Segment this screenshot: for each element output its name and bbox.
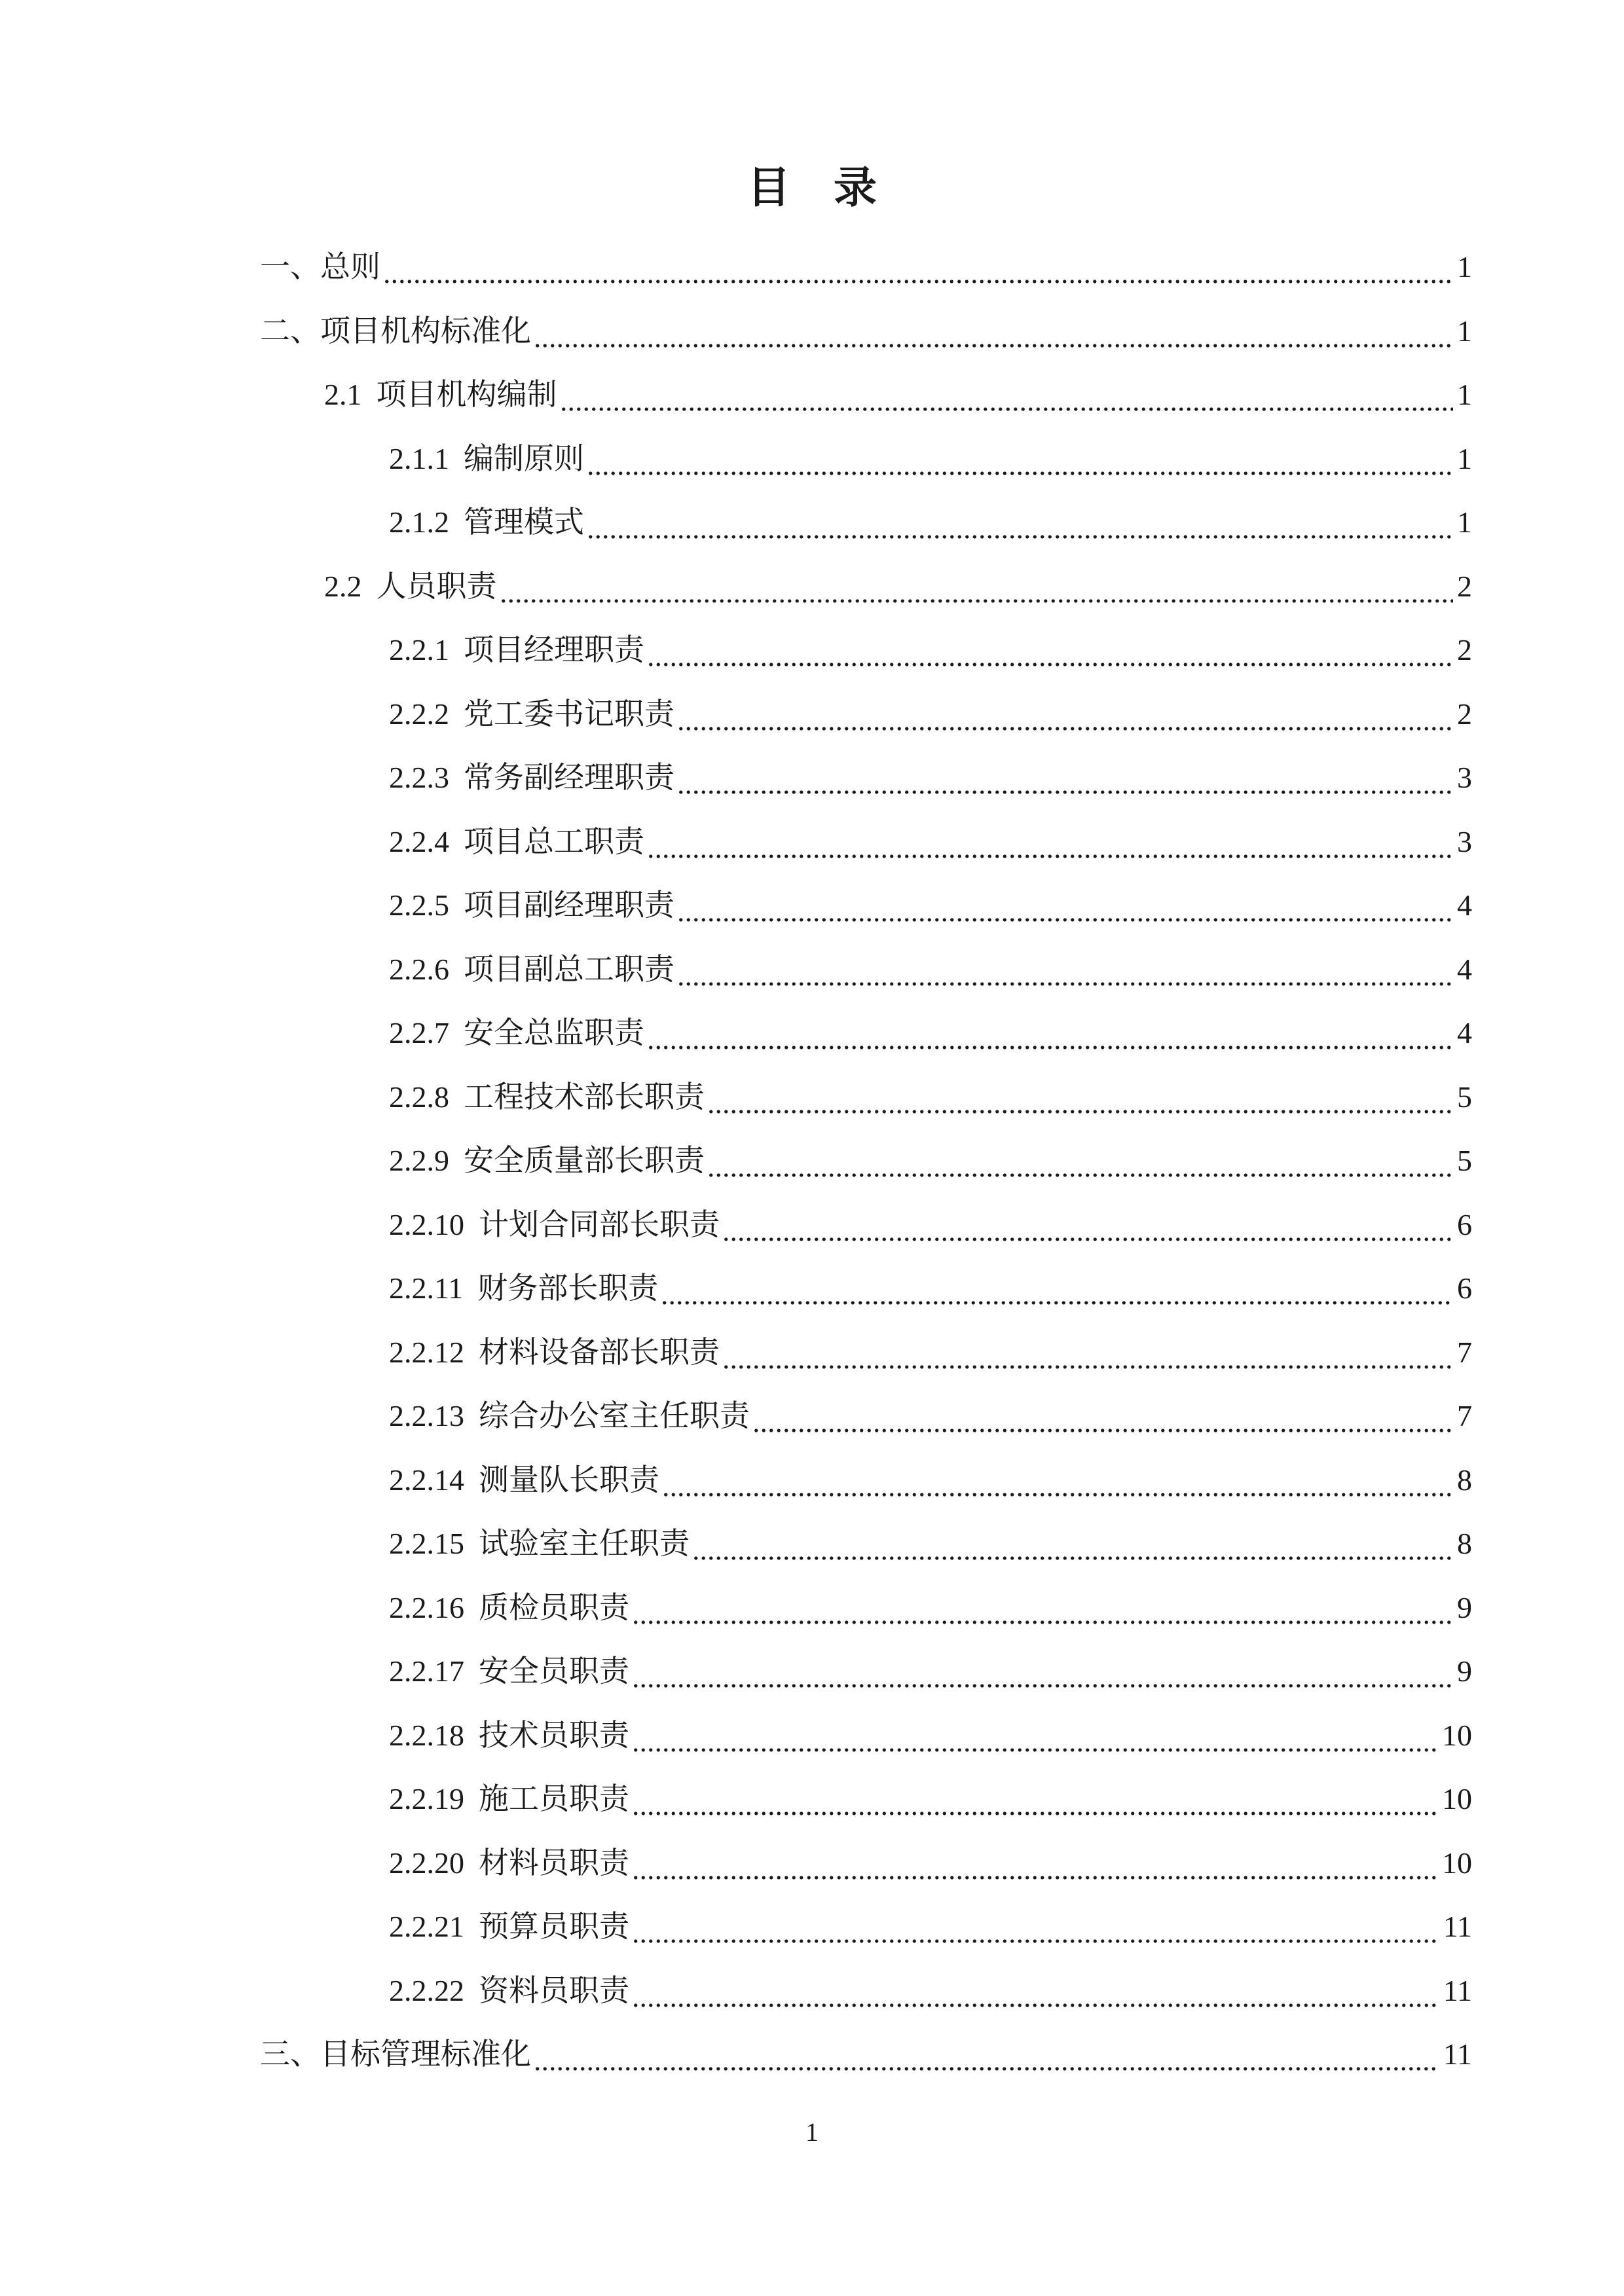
toc-entry-title: 计划合同部长职责 bbox=[479, 1207, 720, 1241]
toc-entry-page: 11 bbox=[1443, 2037, 1472, 2071]
toc-dot-leader bbox=[752, 1396, 1453, 1436]
toc-entry-number: 2.2.11 bbox=[389, 1271, 464, 1305]
toc-entry-page: 1 bbox=[1457, 441, 1472, 475]
toc-entry-page: 3 bbox=[1457, 761, 1472, 794]
toc-entry-page: 4 bbox=[1457, 1016, 1472, 1049]
toc-entry-title: 项目机构编制 bbox=[376, 378, 557, 411]
toc-entry[interactable] bbox=[389, 1070, 1472, 1117]
toc-entry-page: 4 bbox=[1457, 952, 1472, 986]
toc-entry[interactable] bbox=[389, 1516, 1472, 1563]
toc-dot-leader bbox=[587, 503, 1453, 542]
toc-dot-leader bbox=[632, 1971, 1439, 2011]
toc-entry-number: 2.2.2 bbox=[389, 697, 449, 731]
toc-entry-title: 常务副经理职责 bbox=[464, 761, 674, 794]
toc-entry[interactable] bbox=[389, 1708, 1472, 1755]
toc-entry-title: 项目总工职责 bbox=[464, 824, 644, 858]
toc-dot-leader bbox=[677, 695, 1453, 734]
toc-entry-title: 试验室主任职责 bbox=[479, 1527, 690, 1560]
toc-dot-leader bbox=[662, 1461, 1453, 1500]
toc-entry-page: 10 bbox=[1442, 1782, 1472, 1815]
toc-entry-page: 5 bbox=[1457, 1144, 1472, 1177]
toc-dot-leader bbox=[632, 1844, 1438, 1883]
toc-entry-title: 质检员职责 bbox=[479, 1590, 629, 1624]
toc-entry-number: 2.2.4 bbox=[389, 824, 449, 858]
toc-entry-title: 总则 bbox=[320, 250, 380, 283]
toc-entry-number: 2.2.14 bbox=[389, 1463, 464, 1497]
toc-dot-leader bbox=[632, 1779, 1438, 1819]
toc-entry[interactable] bbox=[389, 1644, 1472, 1691]
toc-entry-title: 材料设备部长职责 bbox=[479, 1335, 720, 1369]
toc-entry[interactable] bbox=[389, 1006, 1472, 1053]
toc-entry[interactable] bbox=[324, 367, 1472, 414]
toc-dot-leader bbox=[560, 375, 1454, 414]
page-title: 目 录 bbox=[747, 164, 877, 212]
toc-entry-title: 项目机构标准化 bbox=[320, 314, 531, 348]
toc-entry[interactable] bbox=[389, 942, 1472, 989]
toc-entry-page: 1 bbox=[1457, 250, 1472, 283]
toc-entry[interactable] bbox=[324, 559, 1472, 606]
toc-entry-page: 6 bbox=[1457, 1271, 1472, 1305]
toc-entry-title: 项目经理职责 bbox=[464, 633, 644, 666]
toc-dot-leader bbox=[677, 886, 1453, 925]
toc-entry[interactable] bbox=[389, 687, 1472, 734]
toc-entry[interactable] bbox=[389, 814, 1472, 862]
toc-entry-title: 安全总监职责 bbox=[464, 1016, 644, 1049]
toc-entry[interactable] bbox=[389, 1580, 1472, 1628]
toc-entry-page: 9 bbox=[1457, 1590, 1472, 1624]
toc-entry-number: 2.2.9 bbox=[389, 1144, 449, 1177]
toc-entry-page: 7 bbox=[1457, 1335, 1472, 1369]
toc-entry-number: 2.2.19 bbox=[389, 1782, 464, 1815]
toc-entry-page: 6 bbox=[1457, 1207, 1472, 1241]
toc-dot-leader bbox=[500, 567, 1454, 606]
toc-entry-number: 2.2.1 bbox=[389, 633, 449, 666]
toc-entry-title: 工程技术部长职责 bbox=[464, 1080, 705, 1114]
toc-entry-number: 2.1.1 bbox=[389, 441, 449, 475]
toc-entry-title: 项目副经理职责 bbox=[464, 888, 674, 922]
toc-dot-leader bbox=[647, 822, 1453, 862]
toc-entry-number: 2.2.18 bbox=[389, 1718, 464, 1752]
toc-entry-number: 2.2.15 bbox=[389, 1527, 464, 1560]
toc-entry-page: 10 bbox=[1442, 1718, 1472, 1752]
toc-entry-page: 1 bbox=[1457, 505, 1472, 539]
toc-entry-title: 材料员职责 bbox=[479, 1846, 629, 1880]
toc-entry[interactable] bbox=[260, 2027, 1472, 2074]
toc-entry-title: 技术员职责 bbox=[479, 1718, 629, 1752]
toc-entry-number: 2.2.20 bbox=[389, 1846, 464, 1880]
toc-dot-leader bbox=[534, 2035, 1439, 2074]
toc-entry[interactable] bbox=[389, 1389, 1472, 1436]
toc-entry-title: 党工委书记职责 bbox=[464, 697, 674, 731]
page-number: 1 bbox=[805, 2117, 819, 2147]
toc-entry[interactable] bbox=[389, 1261, 1472, 1308]
toc-entry-title: 项目副总工职责 bbox=[464, 952, 674, 986]
toc-entry-number: 2.2.5 bbox=[389, 888, 449, 922]
toc-entry-page: 8 bbox=[1457, 1463, 1472, 1497]
toc-entry-page: 3 bbox=[1457, 824, 1472, 858]
toc-entry[interactable] bbox=[389, 878, 1472, 925]
toc-entry-title: 预算员职责 bbox=[479, 1910, 629, 1943]
toc-entry-title: 资料员职责 bbox=[479, 1973, 629, 2007]
toc-entry-page: 10 bbox=[1442, 1846, 1472, 1880]
toc-dot-leader bbox=[677, 950, 1453, 989]
toc-dot-leader bbox=[632, 1652, 1453, 1691]
toc-entry-number: 2.1.2 bbox=[389, 505, 449, 539]
toc-entry-page: 9 bbox=[1457, 1654, 1472, 1688]
toc-entry-title: 财务部长职责 bbox=[477, 1271, 659, 1305]
toc-entry-number: 2.1 bbox=[324, 378, 362, 411]
toc-entry-title: 目标管理标准化 bbox=[320, 2037, 531, 2071]
toc-entry-number: 2.2.22 bbox=[389, 1973, 464, 2007]
toc-entry[interactable] bbox=[389, 623, 1472, 670]
toc-entry-number: 2.2.3 bbox=[389, 761, 449, 794]
toc-entry-page: 11 bbox=[1443, 1973, 1472, 2007]
toc-entry-page: 2 bbox=[1457, 697, 1472, 731]
toc-entry-page: 1 bbox=[1457, 314, 1472, 348]
toc-entry-page: 7 bbox=[1457, 1399, 1472, 1432]
toc-entry-page: 1 bbox=[1457, 378, 1472, 411]
toc-entry[interactable] bbox=[389, 495, 1472, 542]
toc-entry[interactable] bbox=[389, 1197, 1472, 1245]
toc-entry-number: 2.2.7 bbox=[389, 1016, 449, 1049]
toc-dot-leader bbox=[692, 1524, 1453, 1563]
toc-entry[interactable] bbox=[389, 431, 1472, 479]
toc-entry[interactable] bbox=[389, 750, 1472, 797]
toc-entry-title: 安全员职责 bbox=[479, 1654, 629, 1688]
toc-dot-leader bbox=[707, 1141, 1453, 1180]
toc-dot-leader bbox=[383, 247, 1453, 287]
toc-dot-leader bbox=[722, 1205, 1453, 1245]
toc-dot-leader bbox=[632, 1716, 1438, 1755]
toc-entry-number: 2.2.12 bbox=[389, 1335, 464, 1369]
toc-dot-leader bbox=[632, 1907, 1439, 1946]
toc-entry-page: 8 bbox=[1457, 1527, 1472, 1560]
toc-entry-page: 4 bbox=[1457, 888, 1472, 922]
toc-dot-leader bbox=[647, 630, 1453, 670]
toc-entry[interactable] bbox=[389, 1836, 1472, 1883]
toc-dot-leader bbox=[587, 439, 1453, 479]
toc-entry-number: 2.2.10 bbox=[389, 1207, 464, 1241]
toc-dot-leader bbox=[677, 758, 1453, 797]
toc-dot-leader bbox=[707, 1078, 1453, 1117]
toc-entry[interactable] bbox=[260, 304, 1472, 351]
toc-entry[interactable] bbox=[389, 1453, 1472, 1500]
toc-entry-number: 2.2.16 bbox=[389, 1590, 464, 1624]
toc-entry-title: 编制原则 bbox=[464, 441, 584, 475]
toc-entry-page: 5 bbox=[1457, 1080, 1472, 1114]
toc-entry-title: 人员职责 bbox=[376, 569, 497, 603]
toc-entry-number: 2.2.13 bbox=[389, 1399, 464, 1432]
toc-entry[interactable] bbox=[389, 1772, 1472, 1819]
toc-dot-leader bbox=[632, 1588, 1453, 1628]
toc-entry-title: 施工员职责 bbox=[479, 1782, 629, 1815]
toc-entry-page: 11 bbox=[1443, 1910, 1472, 1943]
toc-entry-page: 2 bbox=[1457, 569, 1472, 603]
toc-entry-page: 2 bbox=[1457, 633, 1472, 666]
toc-entry-title: 综合办公室主任职责 bbox=[479, 1399, 750, 1432]
toc-entry-number: 2.2.21 bbox=[389, 1910, 464, 1943]
toc-dot-leader bbox=[722, 1333, 1453, 1372]
toc-entry-number: 2.2.17 bbox=[389, 1654, 464, 1688]
toc-dot-leader bbox=[661, 1269, 1453, 1308]
toc-entry-title: 安全质量部长职责 bbox=[464, 1144, 705, 1177]
toc-entry-number: 三、 bbox=[260, 2037, 320, 2071]
toc-entry[interactable] bbox=[389, 1325, 1472, 1372]
toc-entry-title: 测量队长职责 bbox=[479, 1463, 659, 1497]
toc-entry-number: 一、 bbox=[260, 250, 320, 283]
toc-dot-leader bbox=[647, 1013, 1453, 1053]
toc-entry[interactable] bbox=[260, 240, 1472, 287]
toc-entry-title: 管理模式 bbox=[464, 505, 584, 539]
toc-entry-number: 二、 bbox=[260, 314, 320, 348]
toc-entry-number: 2.2 bbox=[324, 569, 362, 603]
toc-entry[interactable] bbox=[389, 1899, 1472, 1946]
toc-entry-number: 2.2.6 bbox=[389, 952, 449, 986]
toc-entry-number: 2.2.8 bbox=[389, 1080, 449, 1114]
toc-entry[interactable] bbox=[389, 1963, 1472, 2011]
toc-dot-leader bbox=[534, 312, 1453, 351]
toc-entry[interactable] bbox=[389, 1133, 1472, 1180]
